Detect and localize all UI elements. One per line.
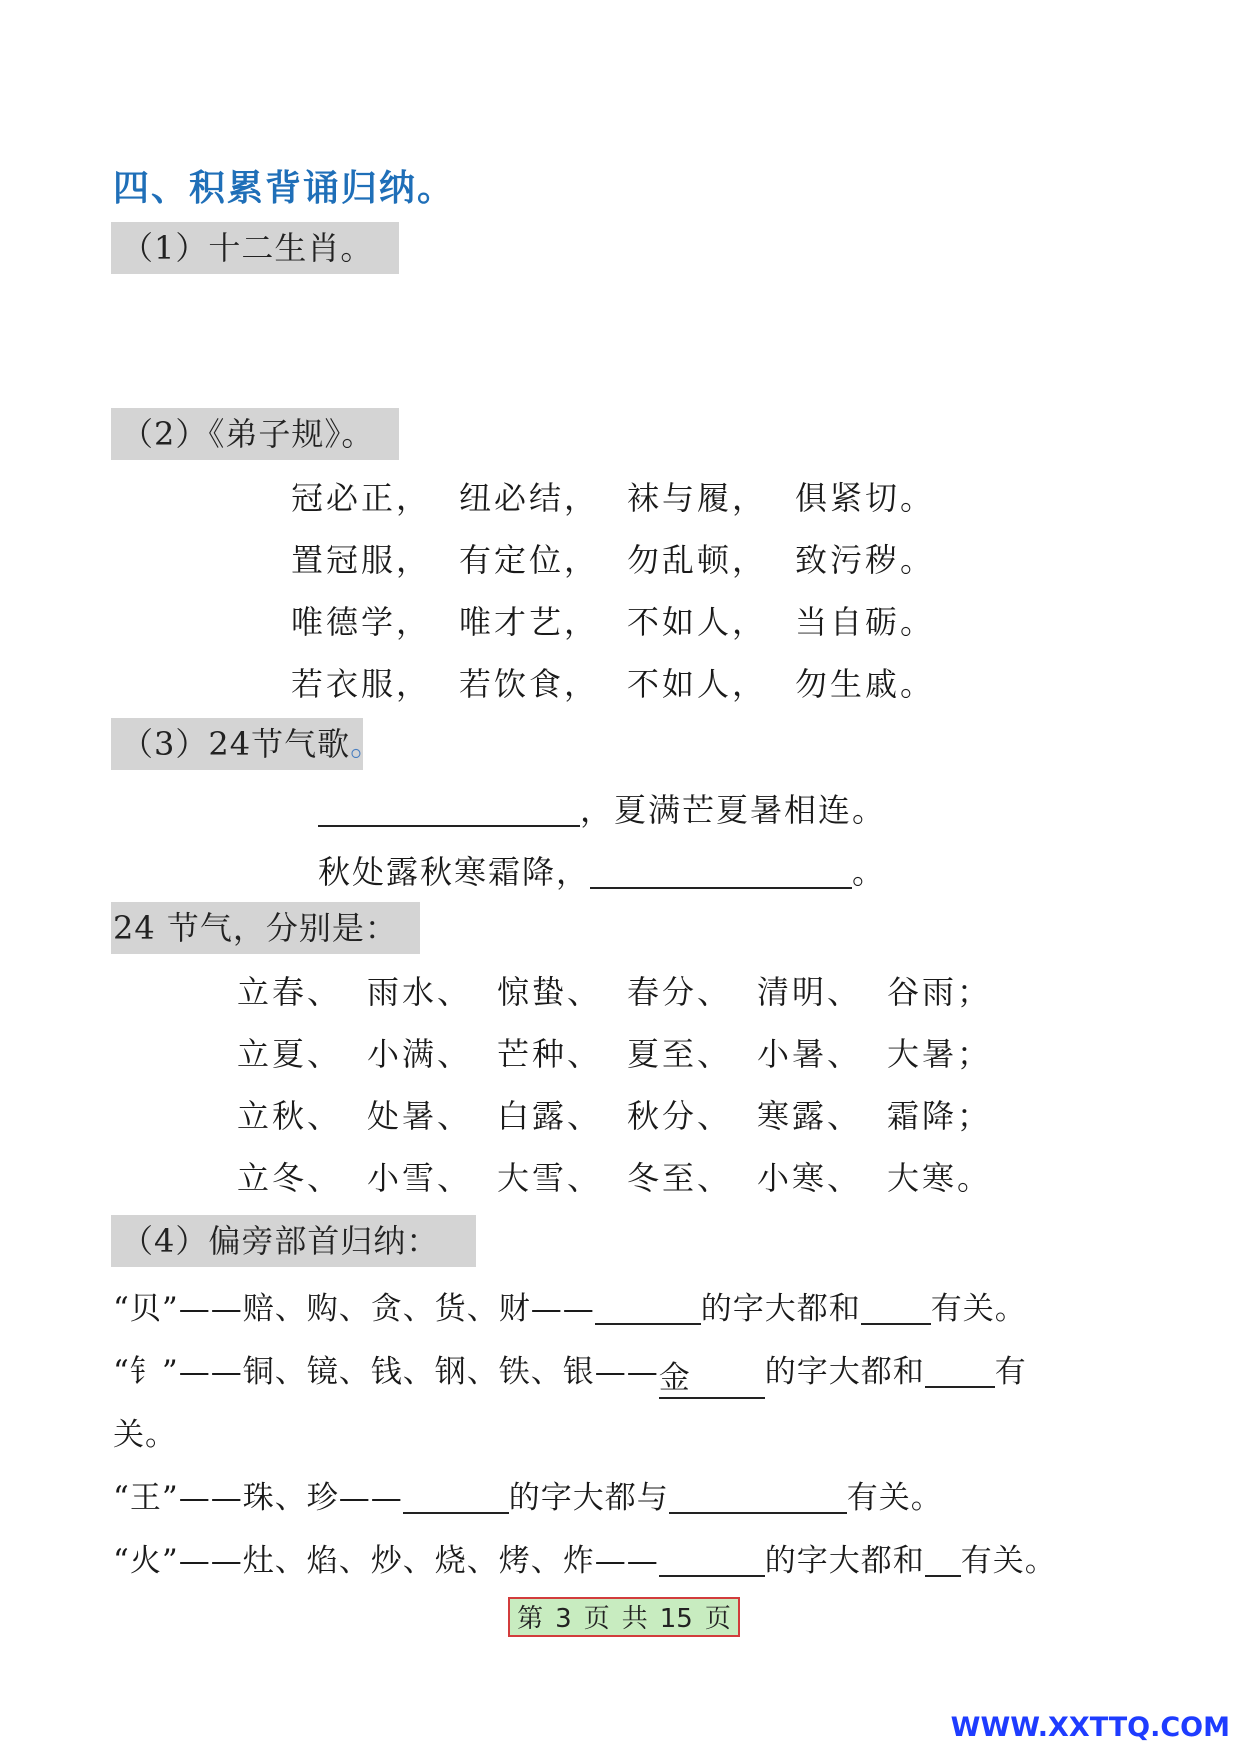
section-1-heading: （1）十二生肖。 xyxy=(111,222,399,274)
song-line-2-end: 。 xyxy=(852,853,887,891)
radical-text-end: 有关。 xyxy=(960,1543,1057,1579)
solar-term: 芒种、 xyxy=(497,1035,603,1073)
section-title: 四、积累背诵归纳。 xyxy=(113,167,456,209)
solar-term: 立秋、 xyxy=(237,1097,343,1135)
radical-row-wang xyxy=(113,1472,943,1517)
radical-row-bei xyxy=(113,1283,1027,1328)
radical-examples: “贝”——赔、购、贪、货、财—— xyxy=(113,1291,595,1327)
page-label: 页 xyxy=(583,1604,610,1634)
verse-line-2 xyxy=(291,535,935,581)
solar-term: 秋分、 xyxy=(627,1097,733,1135)
solar-term: 小寒、 xyxy=(757,1159,863,1197)
radical-examples: “钅”——铜、镜、钱、钢、铁、银—— xyxy=(113,1354,659,1390)
radical-text-end: 有关。 xyxy=(930,1291,1027,1327)
radical-text: 的字大都与 xyxy=(508,1480,669,1516)
solar-term: 清明、 xyxy=(757,973,863,1011)
radical-text: 的字大都和 xyxy=(764,1354,925,1390)
verse-phrase: 置冠服， xyxy=(291,541,432,579)
page-label: 页 xyxy=(704,1604,731,1634)
solar-term: 惊蛰、 xyxy=(497,973,603,1011)
total-pages: 15 xyxy=(659,1604,693,1634)
radical-examples: “火”——灶、焰、炒、烧、烤、炸—— xyxy=(113,1543,659,1579)
section-4-heading: （4）偏旁部首归纳： xyxy=(111,1215,476,1267)
terms-line-4 xyxy=(237,1153,992,1199)
solar-term: 雨水、 xyxy=(367,973,473,1011)
page-label: 第 xyxy=(517,1604,544,1634)
verse-phrase: 若衣服， xyxy=(291,665,432,703)
radical-row-huo xyxy=(113,1535,1057,1580)
radical-text: 的字大都和 xyxy=(700,1291,861,1327)
verse-line-1 xyxy=(291,473,935,519)
song-line-2-text: 秋处露秋寒霜降， xyxy=(318,853,591,891)
song-line-1-text: ，夏满芒夏暑相连。 xyxy=(580,791,887,829)
section-3-heading xyxy=(111,718,384,770)
section-3-heading-end: 。 xyxy=(350,725,384,763)
verse-phrase: 纽必结， xyxy=(459,479,600,517)
solar-term: 处暑、 xyxy=(367,1097,473,1135)
verse-phrase: 不如人， xyxy=(627,603,768,641)
radical-row-jin xyxy=(113,1346,1027,1399)
solar-term: 小雪、 xyxy=(367,1159,473,1197)
answer-blank[interactable] xyxy=(318,793,580,827)
song-line-1 xyxy=(318,785,886,831)
filled-answer: 金 xyxy=(658,1360,691,1396)
solar-term: 立春、 xyxy=(237,973,343,1011)
answer-blank-filled[interactable] xyxy=(659,1352,765,1399)
radical-text-wrap: 关。 xyxy=(113,1417,177,1453)
radical-examples: “王”——珠、珍—— xyxy=(113,1480,403,1516)
radical-text-end: 有关。 xyxy=(846,1480,943,1516)
radical-text-end: 有 xyxy=(994,1354,1027,1390)
answer-blank[interactable] xyxy=(925,1544,961,1577)
verse-line-4 xyxy=(291,659,935,705)
verse-line-3 xyxy=(291,597,935,643)
answer-blank[interactable] xyxy=(861,1292,931,1325)
answer-blank[interactable] xyxy=(925,1355,995,1388)
solar-term: 立夏、 xyxy=(237,1035,343,1073)
answer-blank[interactable] xyxy=(590,855,852,889)
radical-text: 的字大都和 xyxy=(764,1543,925,1579)
solar-term: 冬至、 xyxy=(627,1159,733,1197)
solar-term: 小暑、 xyxy=(757,1035,863,1073)
answer-blank[interactable] xyxy=(669,1481,847,1514)
verse-phrase: 勿乱顿， xyxy=(627,541,768,579)
solar-term: 白露、 xyxy=(497,1097,603,1135)
solar-terms-heading: 24 节气，分别是： xyxy=(111,902,420,954)
verse-phrase: 勿生戚。 xyxy=(795,665,936,703)
answer-blank[interactable] xyxy=(595,1292,701,1325)
solar-term: 霜降； xyxy=(887,1097,993,1135)
radical-row-jin-cont xyxy=(113,1409,177,1454)
solar-term: 谷雨； xyxy=(887,973,993,1011)
page-number xyxy=(508,1597,740,1637)
verse-phrase: 致污秽。 xyxy=(795,541,936,579)
page-label: 共 xyxy=(621,1604,648,1634)
verse-phrase: 有定位， xyxy=(459,541,600,579)
verse-phrase: 俱紧切。 xyxy=(795,479,936,517)
verse-phrase: 袜与履， xyxy=(627,479,768,517)
brand-watermark: WWW.XXTTQ.COM xyxy=(950,1712,1230,1743)
solar-term: 大寒。 xyxy=(887,1159,993,1197)
song-line-2 xyxy=(318,847,886,893)
terms-line-3 xyxy=(237,1091,992,1137)
verse-phrase: 冠必正， xyxy=(291,479,432,517)
terms-line-2 xyxy=(237,1029,992,1075)
solar-term: 夏至、 xyxy=(627,1035,733,1073)
verse-phrase: 若饮食， xyxy=(459,665,600,703)
terms-line-1 xyxy=(237,967,992,1013)
solar-term: 立冬、 xyxy=(237,1159,343,1197)
verse-phrase: 唯才艺， xyxy=(459,603,600,641)
section-2-heading: （2）《弟子规》。 xyxy=(111,408,399,460)
solar-term: 寒露、 xyxy=(757,1097,863,1135)
answer-blank[interactable] xyxy=(659,1544,765,1577)
solar-term: 春分、 xyxy=(627,973,733,1011)
section-3-heading-text: （3）24节气歌 xyxy=(121,725,351,763)
solar-term: 小满、 xyxy=(367,1035,473,1073)
verse-phrase: 不如人， xyxy=(627,665,768,703)
verse-phrase: 当自砺。 xyxy=(795,603,936,641)
current-page: 3 xyxy=(555,1604,572,1634)
solar-term: 大暑； xyxy=(887,1035,993,1073)
answer-blank[interactable] xyxy=(403,1481,509,1514)
verse-phrase: 唯德学， xyxy=(291,603,432,641)
solar-term: 大雪、 xyxy=(497,1159,603,1197)
